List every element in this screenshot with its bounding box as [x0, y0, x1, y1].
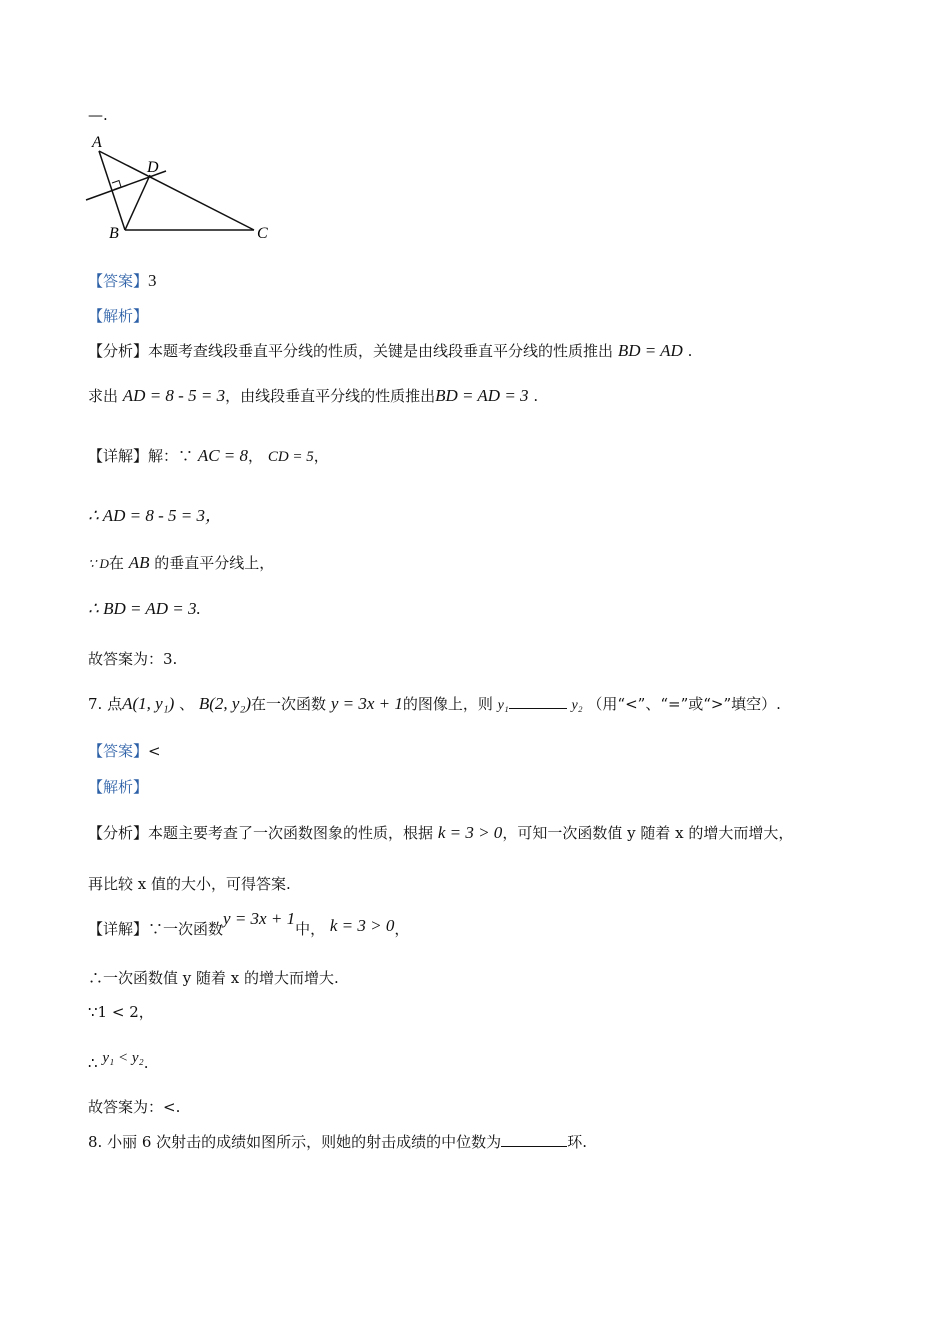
fenxi-tag: 【分析】: [88, 824, 149, 842]
line2-pre: 求出: [88, 387, 119, 405]
fenxi-math: k = 3 > 0: [437, 823, 503, 842]
q7-func: y = 3x + 1: [330, 694, 403, 713]
q6-conclusion: 故答案为：3.: [88, 650, 178, 668]
q7-step1: ∴一次函数值 y 随着 x 的增大而增大.: [88, 969, 339, 987]
q6-line2: [88, 385, 538, 407]
line2-mid: ，由线段垂直平分线的性质推出: [225, 387, 436, 405]
q6-fenxi: [88, 340, 692, 362]
xiangjie-k: k = 3 > 0: [329, 916, 395, 935]
fenxi-math: BD = AD: [617, 341, 683, 360]
xiangjie-math2: CD = 5: [267, 449, 314, 465]
fenxi-text: 本题考查线段垂直平分线的性质，关键是由线段垂直平分线的性质推出: [148, 342, 614, 360]
q6-step2: [88, 552, 274, 575]
q6-answer: [88, 270, 157, 292]
q7-point-b: B(2, y₂): [198, 694, 252, 713]
conclusion-pre: 故答案为：: [88, 1098, 164, 1116]
q8-text1: 小丽 6 次射击的成绩如图所示，则她的射击成绩的中位数为: [107, 1133, 502, 1151]
xiangjie-sep: ，: [248, 447, 264, 465]
label-a: A: [92, 134, 102, 151]
q7-question: [88, 693, 781, 717]
fenxi-pre: 本题主要考查了一次函数图象的性质，根据: [148, 824, 434, 842]
q7-text2: 在一次函数: [251, 695, 327, 713]
label-d: D: [147, 159, 159, 176]
q7-fenxi-line2: 再比较 x 值的大小，可得答案.: [88, 875, 291, 893]
xiangjie-end: ，: [313, 447, 329, 465]
q8-text2: 环.: [567, 1133, 587, 1151]
q7-y2: y₂: [571, 698, 583, 713]
step3-pre: ∴: [88, 1054, 98, 1072]
segment-bd: [125, 175, 150, 230]
q7-hint: （用“<”、“=”或“>”填空）.: [587, 695, 781, 713]
conclusion-end: .: [175, 1098, 181, 1116]
q6-analysis-tag: 【解析】: [88, 307, 149, 325]
q7-analysis-tag: 【解析】: [88, 778, 149, 796]
q6-step3: ∴ BD = AD = 3.: [88, 599, 201, 618]
conclusion-val: <: [163, 1098, 176, 1116]
step3-math: y₁ < y₂: [102, 1050, 144, 1066]
q7-y1: y₁: [497, 698, 509, 713]
line2-math2: BD = AD = 3: [435, 386, 529, 405]
fenxi-post: ，可知一次函数值 y 随着 x 的增大而增大，: [502, 824, 794, 842]
q7-answer: [88, 740, 161, 762]
xiangjie-tag: 【详解】: [88, 447, 149, 465]
step2-math: AB: [128, 553, 150, 572]
q7-step2: ∵1 < 2，: [88, 1003, 154, 1021]
line2-math1: AD = 8 - 5 = 3: [122, 386, 226, 405]
fenxi-tag: 【分析】: [88, 342, 149, 360]
answer-blank: [501, 1132, 567, 1147]
q7-conclusion: [88, 1096, 180, 1118]
xiangjie-end: ，: [394, 920, 410, 938]
q8-number: 8.: [88, 1133, 103, 1151]
q7-step3: [88, 1046, 149, 1072]
answer-value: 3: [148, 271, 157, 290]
segment-ac: [99, 151, 254, 230]
step3-end: .: [143, 1054, 149, 1072]
answer-tag: 【答案】: [88, 272, 149, 290]
answer-tag: 【答案】: [88, 742, 149, 760]
q7-number: 7.: [88, 695, 103, 713]
line2-end: .: [533, 387, 539, 405]
q7-fenxi: [88, 822, 793, 844]
xiangjie-mid: 中，: [295, 920, 326, 938]
top-fragment: —.: [88, 106, 108, 124]
answer-value: <: [148, 742, 161, 760]
q7-text1: 点: [107, 695, 123, 713]
q7-point-a: A(1, y₁): [122, 694, 175, 713]
q6-xiangjie: [88, 445, 329, 468]
q6-step1: ∴ AD = 8 - 5 = 3，: [88, 506, 223, 525]
q7-xiangjie: [88, 909, 410, 940]
xiangjie-pre: 解：∵: [148, 447, 194, 465]
step2-mid: 在: [108, 554, 124, 572]
triangle-figure: [80, 128, 280, 246]
xiangjie-tag: 【详解】: [88, 920, 149, 938]
label-b: B: [109, 225, 119, 242]
q7-text3: 的图像上，则: [402, 695, 493, 713]
step2-pre: ∵ D: [88, 556, 109, 571]
q7-sep: 、: [179, 695, 195, 713]
step2-end: 的垂直平分线上，: [154, 554, 275, 572]
xiangjie-pre: ∵一次函数: [148, 920, 224, 938]
xiangjie-math1: AC = 8: [197, 446, 249, 465]
answer-blank: [509, 694, 567, 709]
q8-question: [88, 1131, 587, 1153]
label-c: C: [257, 225, 268, 242]
fenxi-end: .: [687, 342, 693, 360]
xiangjie-func: y = 3x + 1: [223, 909, 296, 928]
